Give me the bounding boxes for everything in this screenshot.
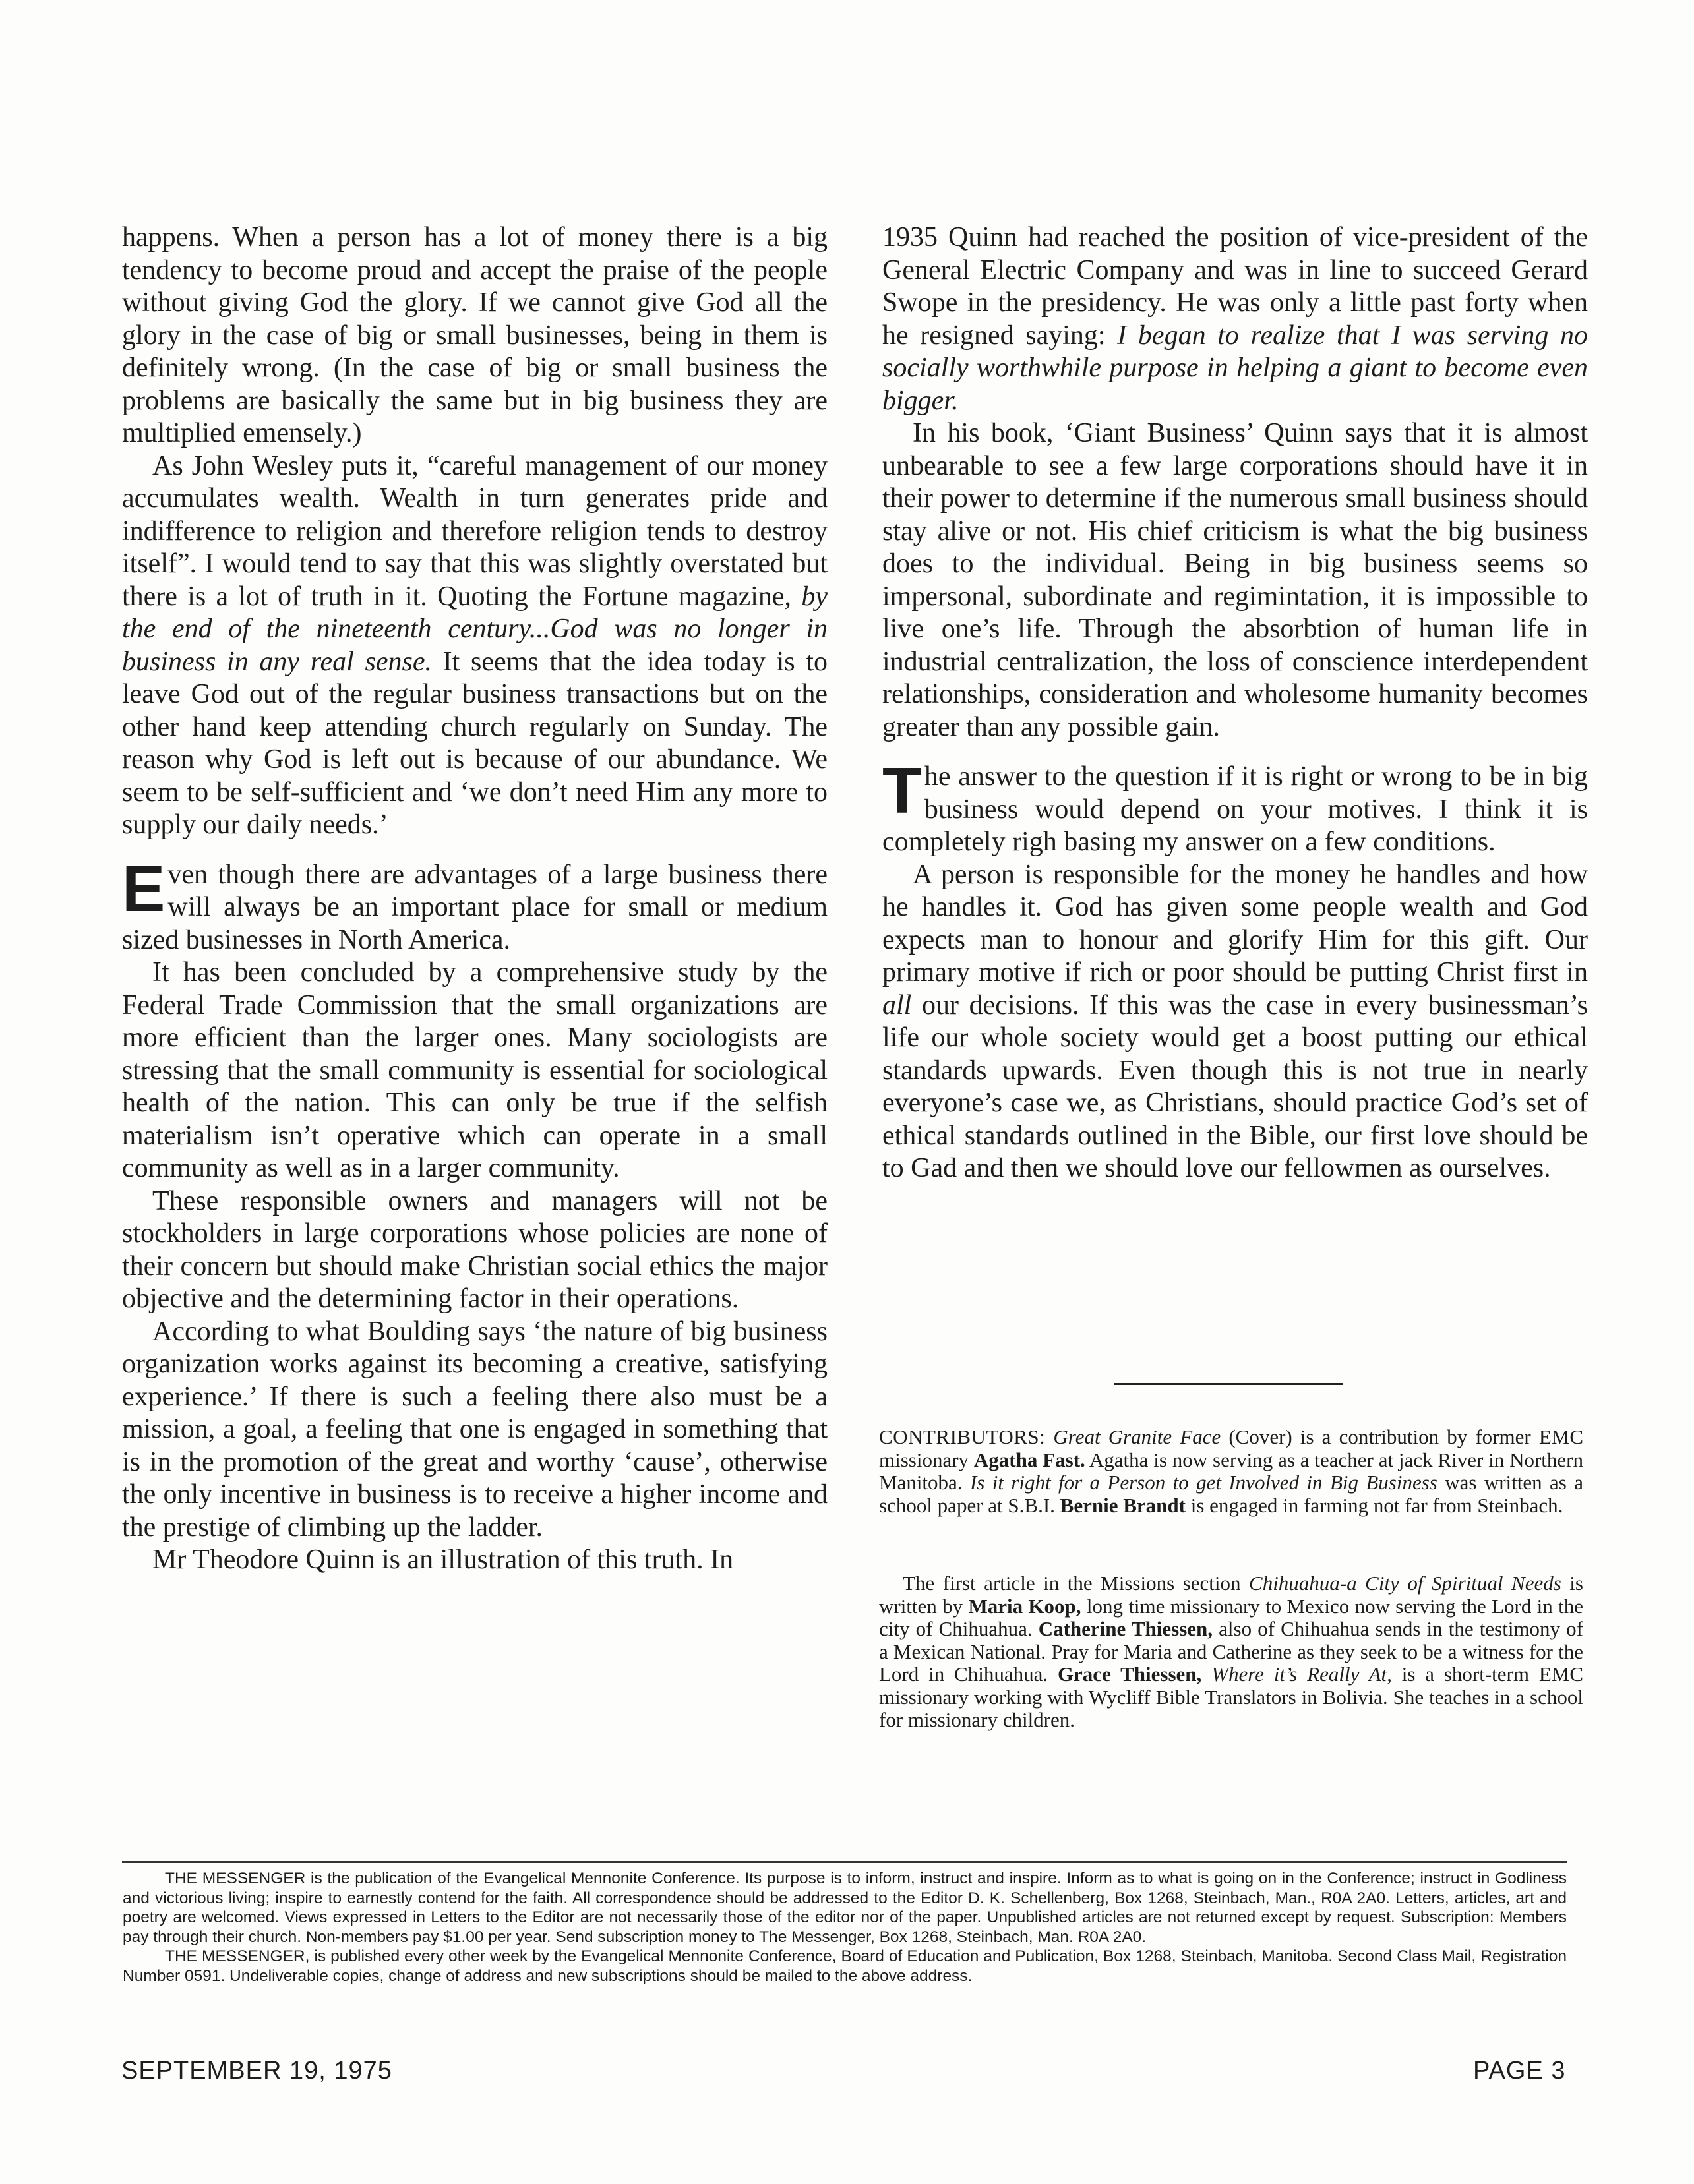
text: he answer to the question if it is right or wrong to be in big business would depend on your motives. I think it is completely righ basing my answer on a few conditions. [882, 761, 1588, 857]
contributors-paragraph [879, 1572, 1583, 1732]
paragraph [882, 859, 1588, 1185]
paragraph [122, 852, 828, 957]
text: 1935 Quinn had reached the position of vice-president of the General Electric Company and was in line to succeed Gerard Swope in the presidency. He was only a little past forty when he resigned saying: [882, 222, 1588, 351]
paragraph: happens. When a person has a lot of money there is a big tendency to become proud and accept the praise of the people without giving God the glory. If we cannot give God all the glory in the case of big or small businesses, being in them is definitely wrong. (In the case of big or small business the problems are basically the same but in big business they are multiplied emensely.) [122, 222, 828, 448]
contributors-label: CONTRIBUTORS: [879, 1425, 1046, 1448]
text: our decisions. If this was the case in every businessman’s life our whole society would get a boost putting our ethical standards upwards. Even though this is not true in nearly everyone’s case we, as Christians, should practice God’s set of ethical standards outlined in the Bible, our first love should be to Gad and then we should love our fellowmen as ourselves. [882, 989, 1588, 1183]
contributors-note [879, 1426, 1583, 1517]
right-column [882, 221, 1588, 1185]
paragraph [882, 754, 1588, 859]
text: The first article in the Missions section [903, 1572, 1250, 1595]
issue-date: SEPTEMBER 19, 1975 [121, 2057, 392, 2084]
emphasis: by the end of the nineteenth century...God was no longer in business in any real sense. [122, 581, 828, 677]
emphasis: Great Granite Face [1053, 1425, 1221, 1448]
paragraph: It has been concluded by a comprehensive study by the Federal Trade Commission that the small organizations are more efficient than the larger ones. Many sociologists are stressing that the small community is essential for sociological health of the nation. This can only be true if the selfish materialism isn’t operative which can operate in a small community as well as in a larger community. [122, 957, 828, 1183]
emphasis: I began to realize that I was serving no socially worthwhile purpose in helping a giant to become even bigger. [882, 320, 1588, 416]
section-divider [1114, 1383, 1343, 1385]
text: was written as a school paper at S.B.I. [879, 1471, 1583, 1517]
text: also of Chihuahua sends in the testimony of a Mexican National. Pray for Maria and Catherine as they seek to be a witness for the Lord in Chihuahua. [879, 1617, 1583, 1686]
text: is engaged in farming not far from Steinbach. [1185, 1493, 1563, 1517]
contributors-paragraph [879, 1426, 1583, 1517]
text: A person is responsible for the money he handles and how he handles it. God has given some people wealth and God expects man to honour and glorify Him for this gift. Our primary motive if rich or poor should be putting Christ first in [882, 859, 1588, 988]
page-number: PAGE 3 [1473, 2057, 1566, 2084]
text: long time missionary to Mexico now serving the Lord in the city of Chihuahua. [879, 1594, 1583, 1640]
contributor-name: Agatha Fast. [973, 1448, 1085, 1471]
drop-cap: T [882, 754, 922, 827]
emphasis: all [882, 989, 912, 1020]
footer-divider [122, 1861, 1567, 1863]
emphasis: Is it right for a Person to get Involved in Big Business [969, 1471, 1437, 1494]
masthead-paragraph: THE MESSENGER, is published every other week by the Evangelical Mennonite Conference, Board of Education and Publication, Box 1268, Steinbach, Manitoba. Second Class Mail, Registration Number 0591. Undeliverable copies, change of address and new subscriptions should be mailed to the above address. [123, 1947, 1567, 1985]
text: is written by [879, 1572, 1583, 1618]
paragraph: Mr Theodore Quinn is an illustration of this truth. In [152, 1545, 734, 1575]
emphasis: Chihuahua-a City of Spiritual Needs [1249, 1572, 1561, 1595]
contributor-name: Maria Koop, [968, 1594, 1081, 1618]
text: ven though there are advantages of a large business there will always be an important place for small or medium sized businesses in North America. [122, 859, 828, 955]
left-column [122, 221, 828, 1577]
text: (Cover) is a contribution by former EMC missionary [879, 1425, 1583, 1471]
paragraph: According to what Boulding says ‘the nature of big business organization works against its becoming a creative, satisfying experience.’ If there is such a feeling there also must be a mission, a goal, a feeling that one is engaged in something that is in the promotion of the great and worthy ‘cause’, otherwise the only incentive in business is to receive a higher income and the prestige of climbing up the ladder. [122, 1316, 828, 1543]
text: Agatha is now serving as a teacher at jack River in Northern Manitoba. [879, 1448, 1583, 1494]
masthead-paragraph: THE MESSENGER is the publication of the Evangelical Mennonite Conference. Its purpose is to inform, instruct and inspire. Inform as to what is going on in the Conference; instruct in Godliness and victorious living; inspire to earnestly contend for the faith. All correspondence should be addressed to the Editor D. K. Schellenberg, Box 1268, Steinbach, Man., R0A 2A0. Letters, articles, art and poetry are welcomed. Views expressed in Letters to the Editor are not necessarily those of the editor nor of the paper. Unpublished articles are not returned except by request. Subscription: Members pay through their church. Non-members pay $1.00 per year. Send subscription money to The Messenger, Box 1268, Steinbach, Man. R0A 2A0. [123, 1870, 1567, 1946]
text: is a short-term EMC missionary working with Wycliff Bible Translators in Bolivia. She teaches in a school for missionary children. [879, 1663, 1584, 1731]
paragraph [122, 450, 828, 842]
paragraph: In his book, ‘Giant Business’ Quinn says that it is almost unbearable to see a few large corporations should have it in their power to determine if the numerous small business should stay alive or not. His chief criticism is what the big business does to the individual. Being in big business seems so impersonal, subordinate and regimintation, it is impossible to live one’s life. Through the absorbtion of human life in industrial centralization, the loss of conscience interdependent relationships, consideration and wholesome humanity becomes greater than any possible gain. [882, 418, 1588, 742]
text: As John Wesley puts it, “careful management of our money accumulates wealth. Wealth in turn generates pride and indifference to religion and therefore religion tends to destroy itself”. I would tend to say that this was slightly overstated but there is a lot of truth in it. Quoting the Fortune magazine, [122, 450, 828, 612]
text: It seems that the idea today is to leave God out of the regular business transactions but on the other hand keep attending church regularly on Sunday. The reason why God is left out is because of our abundance. We seem to be self-sufficient and ‘we don’t need Him any more to supply our daily needs.’ [122, 646, 828, 840]
emphasis: Where it’s Really At, [1201, 1663, 1392, 1686]
contributors-note-2 [879, 1572, 1583, 1732]
paragraph [882, 221, 1588, 417]
contributor-name: Catherine Thiessen, [1038, 1617, 1213, 1640]
contributor-name: Bernie Brandt [1060, 1493, 1186, 1517]
masthead [123, 1869, 1567, 1986]
paragraph: These responsible owners and managers will not be stockholders in large corporations whose policies are none of their concern but should make Christian social ethics the major objective and the determining factor in their operations. [122, 1185, 828, 1314]
contributor-name: Grace Thiessen, [1057, 1663, 1202, 1686]
drop-cap: E [122, 852, 166, 925]
